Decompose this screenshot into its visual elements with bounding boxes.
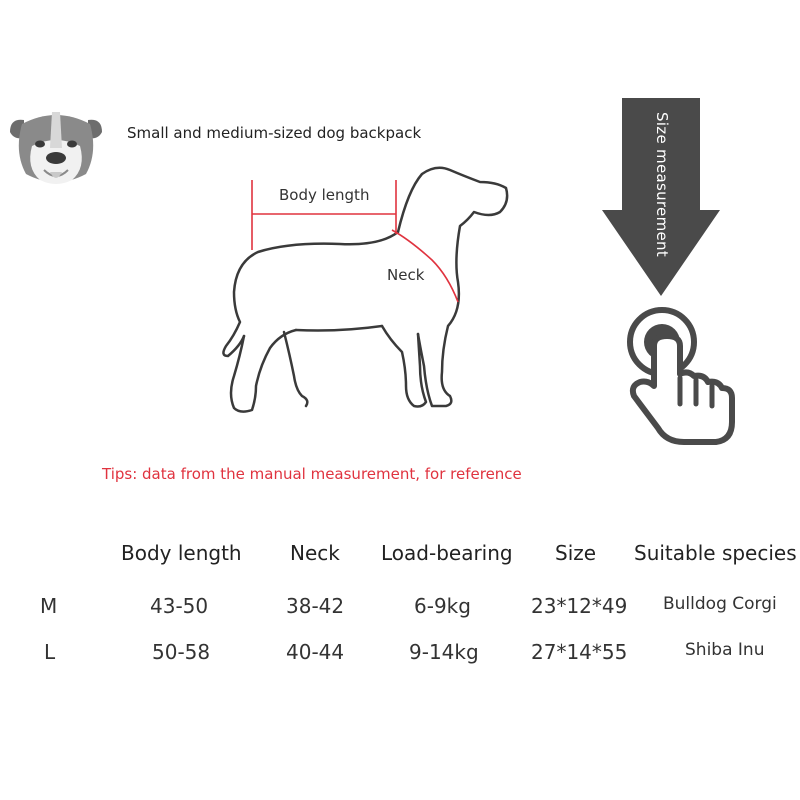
row-m-species: Bulldog Corgi bbox=[663, 594, 777, 614]
row-l-load-bearing: 9-14kg bbox=[409, 640, 479, 664]
col-header-neck: Neck bbox=[290, 541, 340, 565]
col-header-suitable-species: Suitable species bbox=[634, 541, 797, 565]
subtitle: Small and medium-sized dog backpack bbox=[127, 124, 422, 142]
col-header-load-bearing: Load-bearing bbox=[381, 541, 513, 565]
row-l-dimensions: 27*14*55 bbox=[531, 640, 628, 664]
row-l-neck: 40-44 bbox=[286, 640, 345, 664]
row-l-species: Shiba Inu bbox=[685, 640, 765, 660]
dog-silhouette-icon bbox=[210, 160, 530, 430]
col-header-size: Size bbox=[555, 541, 597, 565]
col-header-body-length: Body length bbox=[121, 541, 242, 565]
tips-text: Tips: data from the manual measurement, for reference bbox=[102, 465, 522, 483]
neck-label: Neck bbox=[387, 266, 425, 284]
body-length-label: Body length bbox=[279, 186, 370, 204]
row-m-load-bearing: 6-9kg bbox=[414, 594, 471, 618]
row-m-size: M bbox=[40, 594, 58, 618]
size-measurement-label: Size measurement bbox=[653, 112, 671, 258]
row-m-neck: 38-42 bbox=[286, 594, 345, 618]
bulldog-head-icon bbox=[6, 98, 106, 198]
row-l-body-length: 50-58 bbox=[152, 640, 211, 664]
row-l-size: L bbox=[44, 640, 56, 664]
row-m-body-length: 43-50 bbox=[150, 594, 209, 618]
pointing-hand-icon bbox=[620, 300, 740, 450]
row-m-dimensions: 23*12*49 bbox=[531, 594, 628, 618]
